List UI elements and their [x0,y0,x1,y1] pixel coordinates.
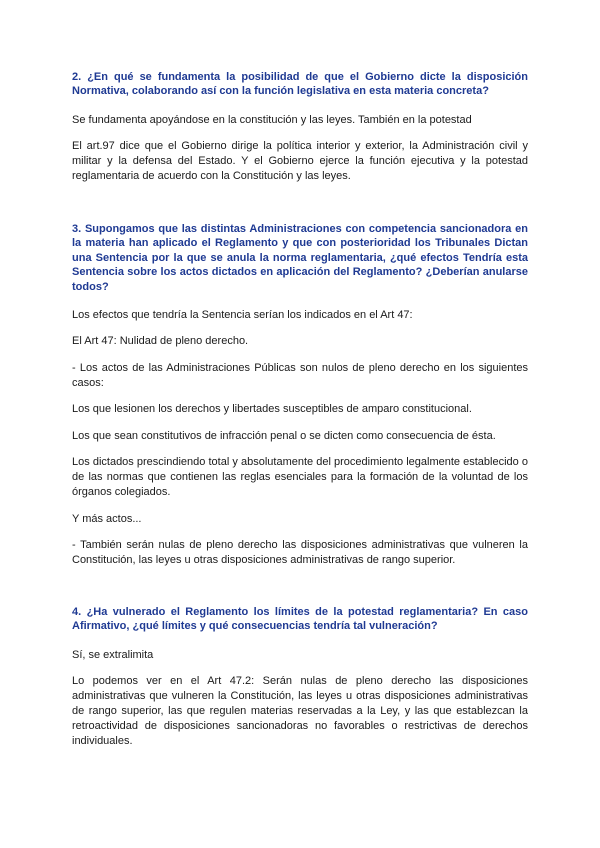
question-heading: 2. ¿En qué se fundamenta la posibilidad de que el Gobierno dicte la disposición Normativa, colaborando así con la función legislativa en esta materia concreta? [72,71,528,98]
paragraph: - Los actos de las Administraciones Públicas son nulos de pleno derecho en los siguientes casos: [72,362,528,389]
paragraph: El art.97 dice que el Gobierno dirige la política interior y exterior, la Administración civil y militar y la defensa del Estado. Y el Gobierno ejerce la función ejecutiva y la potestad reglamentaria de acuerdo con la Constitución y las leyes. [72,140,528,182]
paragraph: Los que sean constitutivos de infracción penal o se dicten como consecuencia de ésta. [72,430,496,442]
question-heading: 3. Supongamos que las distintas Administraciones con competencia sancionadora en la materia han aplicado el Reglamento y que con posterioridad los Tribunales Dictan una Sentencia por la que se anula la norma reglamentaria, ¿qué efectos Tendría esta Sentencia sobre los actos dictados en aplicación del Reglamento? ¿Deberían anularse todos? [72,223,528,293]
paragraph: El Art 47: Nulidad de pleno derecho. [72,335,249,347]
paragraph: Y más actos... [72,513,142,525]
paragraph: Los dictados prescindiendo total y absolutamente del procedimiento legalmente establecido o de las normas que contienen las reglas esenciales para la formación de la voluntad de los órganos colegiados. [72,456,528,498]
paragraph: Lo podemos ver en el Art 47.2: Serán nulas de pleno derecho las disposiciones administrativas que vulneren la Constitución, las leyes u otras disposiciones administrativas de rango superior, las que regulen materias reservadas a la Ley, y las que establezcan la retroactividad de disposiciones sancionadoras no favorables o restrictivas de derechos individuales. [72,675,528,747]
question-heading: 4. ¿Ha vulnerado el Reglamento los límites de la potestad reglamentaria? En caso Afirmativo, ¿qué límites y qué consecuencias tendría tal vulneración? [72,606,528,633]
paragraph: Sí, se extralimita [72,649,154,661]
paragraph: Los efectos que tendría la Sentencia serían los indicados en el Art 47: [72,309,413,321]
paragraph: - También serán nulas de pleno derecho las disposiciones administrativas que vulneren la Constitución, las leyes u otras disposiciones administrativas de rango superior. [72,539,528,566]
paragraph: Los que lesionen los derechos y libertades susceptibles de amparo constitucional. [72,403,472,415]
paragraph: Se fundamenta apoyándose en la constitución y las leyes. También en la potestad [72,114,472,126]
